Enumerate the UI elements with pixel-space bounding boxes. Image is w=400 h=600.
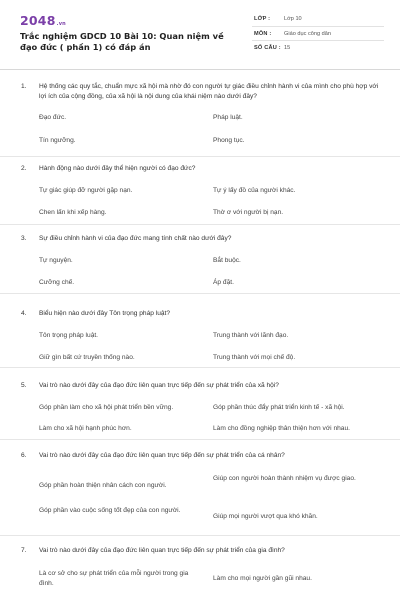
header-divider bbox=[0, 69, 400, 70]
answer-option[interactable]: Áp đặt. bbox=[213, 279, 234, 286]
answer-option[interactable]: Bắt buộc. bbox=[213, 257, 241, 264]
answer-option[interactable]: Tự nguyện. bbox=[39, 257, 73, 264]
question-item bbox=[0, 368, 400, 440]
answer-option[interactable]: Góp phần làm cho xã hội phát triển bền vững. bbox=[39, 404, 174, 411]
answer-option[interactable]: Tự giác giúp đỡ người gặp nạn. bbox=[39, 187, 133, 194]
meta-table bbox=[252, 12, 384, 56]
question-text: Hành động nào dưới đây thể hiện người có đạo đức? bbox=[39, 165, 196, 172]
meta-label: SỐ CÂU : bbox=[254, 45, 281, 51]
answer-option[interactable]: Giúp con người hoàn thành nhiệm vụ được giao. bbox=[213, 475, 356, 482]
question-number: 6. bbox=[21, 452, 27, 459]
question-text: Vai trò nào dưới đây của đạo đức liên quan trực tiếp đến sự phát triển của cá nhân? bbox=[39, 452, 285, 459]
answer-option[interactable]: Góp phần thúc đẩy phát triển kinh tế - xã hội. bbox=[213, 404, 345, 411]
question-number: 7. bbox=[21, 547, 27, 554]
answer-option[interactable]: Làm cho đồng nghiệp thân thiện hơn với nhau. bbox=[213, 425, 350, 432]
question-text: Hệ thống các quy tắc, chuẩn mực xã hội mà nhờ đó con người tự giác điều chỉnh hành vi của mình cho phù hợp với lợi ích của cộng đồng, của xã hội là nội dung của khái niệm nào dưới đây? bbox=[39, 83, 379, 100]
logo-text: 2048 bbox=[20, 13, 56, 28]
page-title: Trắc nghiệm GDCD 10 Bài 10: Quan niệm về đạo đức ( phần 1) có đáp án bbox=[20, 31, 224, 52]
answer-option[interactable]: Thờ ơ với người bị nạn. bbox=[213, 209, 284, 216]
meta-label: LỚP : bbox=[254, 16, 271, 22]
question-text: Vai trò nào dưới đây của đạo đức liên quan trực tiếp đến sự phát triển của xã hội? bbox=[39, 382, 279, 389]
answer-option[interactable]: Làm cho mọi người gần gũi nhau. bbox=[213, 575, 312, 582]
page-header bbox=[0, 0, 400, 66]
question-text: Sự điều chỉnh hành vi của đạo đức mang tính chất nào dưới đây? bbox=[39, 235, 232, 242]
answer-option[interactable]: Giúp mọi người vượt qua khó khăn. bbox=[213, 513, 318, 520]
answer-option[interactable]: Giữ gìn bất cứ truyền thống nào. bbox=[39, 354, 135, 361]
question-text: Vai trò nào dưới đây của đạo đức liên quan trực tiếp đến sự phát triển của gia đình? bbox=[39, 547, 285, 554]
question-number: 5. bbox=[21, 382, 27, 389]
answer-option[interactable]: Đạo đức. bbox=[39, 114, 67, 121]
meta-value: 15 bbox=[284, 45, 291, 51]
answer-option[interactable]: Làm cho xã hội hạnh phúc hơn. bbox=[39, 425, 132, 432]
meta-value: Giáo dục công dân bbox=[284, 30, 331, 37]
answer-option[interactable]: Phong tục. bbox=[213, 137, 245, 144]
answer-option[interactable]: Góp phần hoàn thiện nhân cách con người. bbox=[39, 482, 167, 489]
meta-row-count bbox=[252, 41, 384, 56]
meta-value: Lớp 10 bbox=[284, 16, 302, 22]
answer-option[interactable]: Chen lấn khi xếp hàng. bbox=[39, 209, 107, 216]
meta-row-class bbox=[252, 12, 384, 27]
question-item bbox=[0, 78, 400, 157]
question-item bbox=[0, 157, 400, 225]
question-item bbox=[0, 536, 400, 600]
answer-option[interactable]: Pháp luật. bbox=[213, 114, 243, 121]
site-logo[interactable] bbox=[20, 13, 66, 28]
logo-suffix: .vn bbox=[56, 21, 66, 27]
answer-option[interactable]: Góp phần vào cuộc sống tốt đẹp của con người. bbox=[39, 507, 181, 514]
question-number: 1. bbox=[21, 83, 27, 90]
question-text: Biểu hiện nào dưới đây Tôn trọng pháp luật? bbox=[39, 310, 171, 317]
question-item bbox=[0, 440, 400, 536]
meta-row-subject bbox=[252, 27, 384, 42]
question-item bbox=[0, 225, 400, 294]
question-item bbox=[0, 294, 400, 368]
answer-option[interactable]: Là cơ sở cho sự phát triển của mỗi người trong gia đình. bbox=[39, 570, 189, 587]
answer-option[interactable]: Trung thành với mọi chế độ. bbox=[213, 354, 296, 361]
answer-option[interactable]: Tôn trọng pháp luật. bbox=[39, 332, 99, 339]
meta-label: MÔN : bbox=[254, 30, 272, 37]
answer-option[interactable]: Tự ý lấy đồ của người khác. bbox=[213, 187, 296, 194]
question-number: 2. bbox=[21, 165, 27, 172]
answer-option[interactable]: Tín ngưỡng. bbox=[39, 137, 76, 144]
question-number: 4. bbox=[21, 310, 27, 317]
answer-option[interactable]: Cưỡng chế. bbox=[39, 279, 75, 286]
question-number: 3. bbox=[21, 235, 27, 242]
answer-option[interactable]: Trung thành với lãnh đạo. bbox=[213, 332, 289, 339]
